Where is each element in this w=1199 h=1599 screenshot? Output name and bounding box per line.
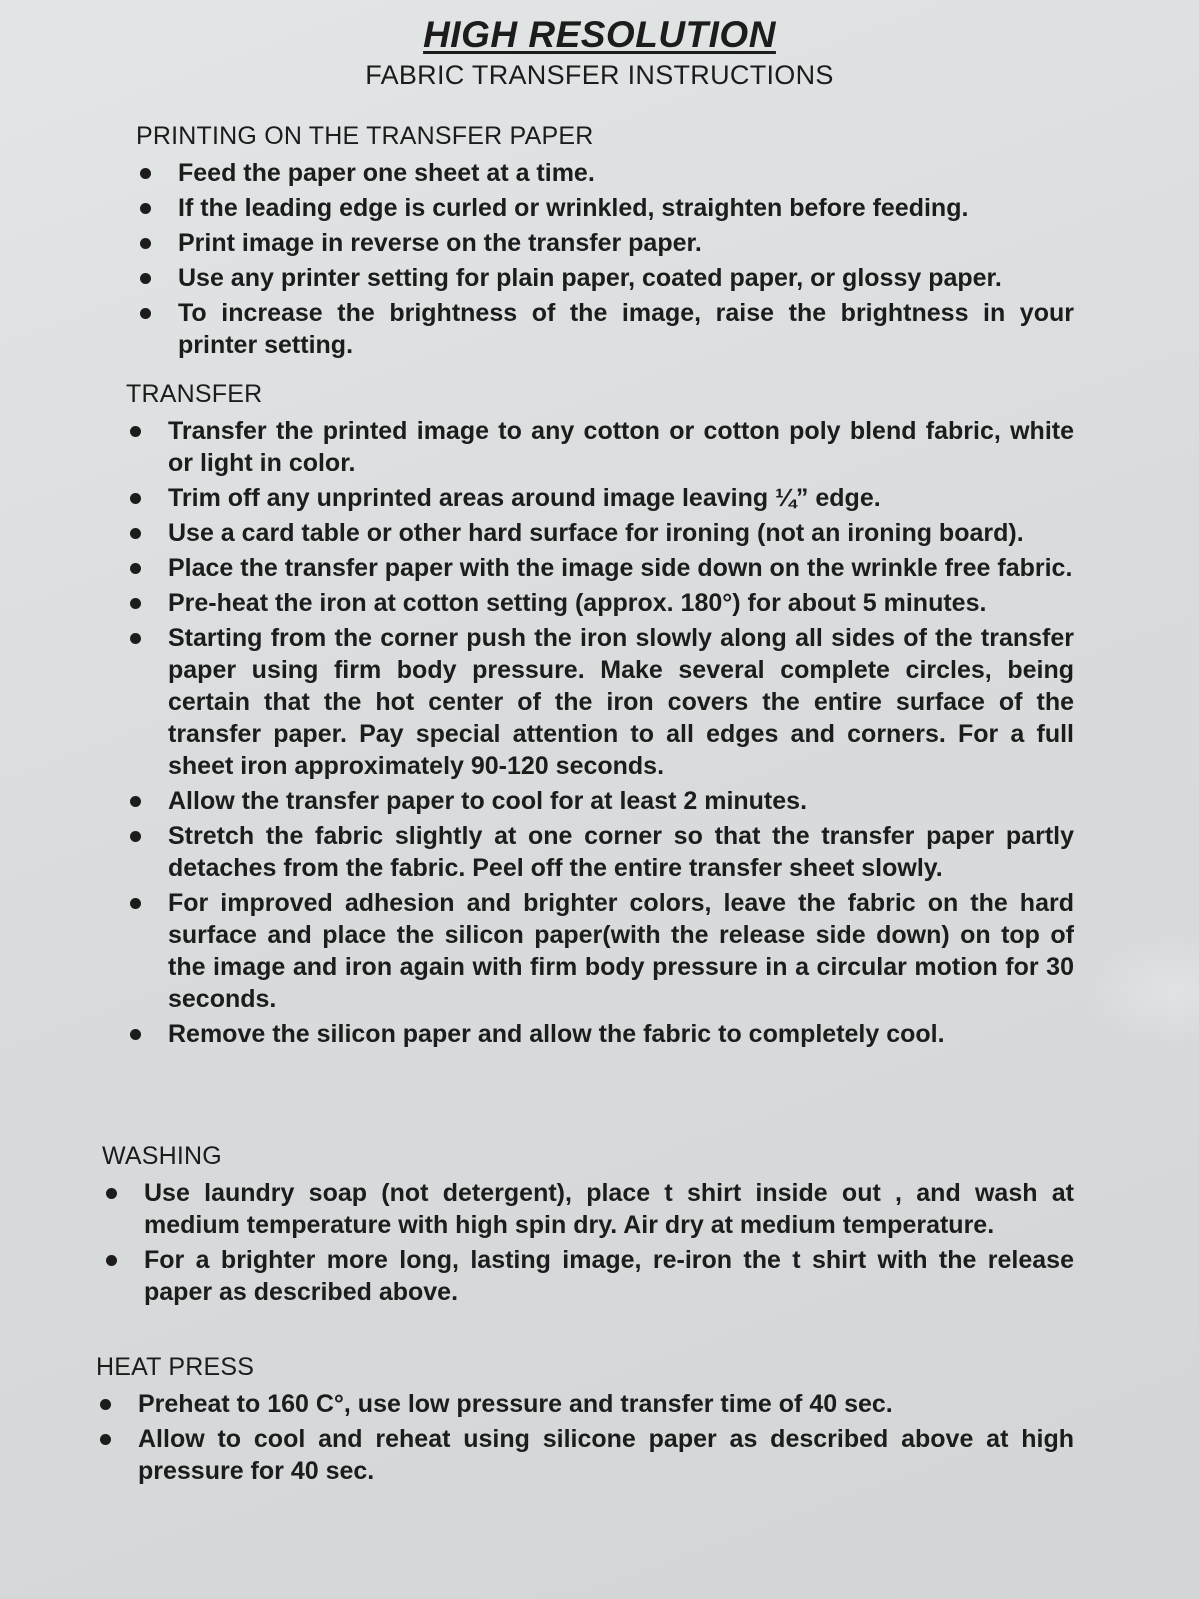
list-item-text: Stretch the fabric slightly at one corner so that the transfer paper partly detaches from the fabric. Peel off the entire transfer sheet slowly. <box>168 822 1074 882</box>
bullet-icon <box>100 1434 111 1445</box>
list-item <box>136 192 1074 224</box>
bullet-icon <box>130 493 141 504</box>
list-item <box>136 227 1074 259</box>
list-item <box>136 157 1074 189</box>
bullet-icon <box>130 898 141 909</box>
section-washing <box>102 1142 1074 1311</box>
list-item <box>126 887 1074 1015</box>
list-item-text: Print image in reverse on the transfer paper. <box>178 229 702 257</box>
bullet-icon <box>130 633 141 644</box>
list-item-text: Remove the silicon paper and allow the fabric to completely cool. <box>168 1020 945 1048</box>
list-item-text: Pre-heat the iron at cotton setting (approx. 180°) for about 5 minutes. <box>168 589 987 617</box>
bullet-icon <box>130 563 141 574</box>
section-transfer <box>126 380 1074 1053</box>
section-heat-press <box>96 1353 1074 1490</box>
list-item-text: To increase the brightness of the image, raise the brightness in your printer setting. <box>178 299 1074 359</box>
bullet-icon <box>106 1188 117 1199</box>
paper-crease <box>1079 930 1199 1050</box>
list-item <box>96 1388 1074 1420</box>
section-heading: PRINTING ON THE TRANSFER PAPER <box>136 122 594 150</box>
list-item <box>126 517 1074 549</box>
list-item <box>126 482 1074 514</box>
list-item <box>136 262 1074 294</box>
bullet-icon <box>140 273 151 284</box>
list-item-text: For a brighter more long, lasting image, re-iron the t shirt with the release paper as described above. <box>144 1246 1074 1306</box>
list-item-text: Allow to cool and reheat using silicone paper as described above at high pressure for 40 sec. <box>138 1425 1074 1485</box>
list-item <box>126 415 1074 479</box>
list-item-text: Use any printer setting for plain paper, coated paper, or glossy paper. <box>178 264 1002 292</box>
list-item <box>102 1244 1074 1308</box>
list-item-text: Use laundry soap (not detergent), place t shirt inside out , and wash at medium temperature with high spin dry. Air dry at medium temperature. <box>144 1179 1074 1239</box>
list-item <box>136 297 1074 361</box>
bullet-icon <box>130 528 141 539</box>
bullet-icon <box>130 796 141 807</box>
section-heading: TRANSFER <box>126 380 263 408</box>
list-item-text: For improved adhesion and brighter colors, leave the fabric on the hard surface and place the silicon paper(with the release side down) on top of the image and iron again with firm body pressure in a circular motion for 30 seconds. <box>168 889 1074 1013</box>
instruction-list <box>136 157 1074 361</box>
list-item-text: Allow the transfer paper to cool for at least 2 minutes. <box>168 787 808 815</box>
document-subtitle: FABRIC TRANSFER INSTRUCTIONS <box>365 60 834 90</box>
list-item-text: If the leading edge is curled or wrinkled, straighten before feeding. <box>178 194 969 222</box>
list-item-text: Feed the paper one sheet at a time. <box>178 159 595 187</box>
list-item <box>96 1423 1074 1487</box>
bullet-icon <box>140 203 151 214</box>
section-heading: HEAT PRESS <box>96 1353 255 1381</box>
section-heading: WASHING <box>102 1142 222 1170</box>
bullet-icon <box>130 831 141 842</box>
instruction-list <box>126 415 1074 1050</box>
bullet-icon <box>140 168 151 179</box>
bullet-icon <box>130 426 141 437</box>
bullet-icon <box>106 1255 117 1266</box>
bullet-icon <box>100 1399 111 1410</box>
instruction-list <box>96 1388 1074 1487</box>
list-item-text: Place the transfer paper with the image side down on the wrinkle free fabric. <box>168 554 1073 582</box>
list-item <box>102 1177 1074 1241</box>
list-item-text: Trim off any unprinted areas around image leaving ¼” edge. <box>168 484 881 512</box>
bullet-icon <box>130 598 141 609</box>
section-printing <box>136 122 1074 364</box>
list-item-text: Preheat to 160 C°, use low pressure and transfer time of 40 sec. <box>138 1390 893 1418</box>
list-item <box>126 552 1074 584</box>
list-item-text: Starting from the corner push the iron slowly along all sides of the transfer paper using firm body pressure. Make several complete circles, being certain that the hot center of the iron covers the entire surface of the transfer paper. Pay special attention to all edges and corners. For a full sheet iron approximately 90-120 seconds. <box>168 624 1074 780</box>
instruction-list <box>102 1177 1074 1308</box>
list-item <box>126 785 1074 817</box>
bullet-icon <box>140 238 151 249</box>
list-item <box>126 1018 1074 1050</box>
bullet-icon <box>130 1029 141 1040</box>
bullet-icon <box>140 308 151 319</box>
list-item-text: Transfer the printed image to any cotton or cotton poly blend fabric, white or light in color. <box>168 417 1074 477</box>
list-item <box>126 622 1074 782</box>
list-item <box>126 820 1074 884</box>
list-item <box>126 587 1074 619</box>
list-item-text: Use a card table or other hard surface for ironing (not an ironing board). <box>168 519 1024 547</box>
document-title: HIGH RESOLUTION <box>423 14 776 55</box>
